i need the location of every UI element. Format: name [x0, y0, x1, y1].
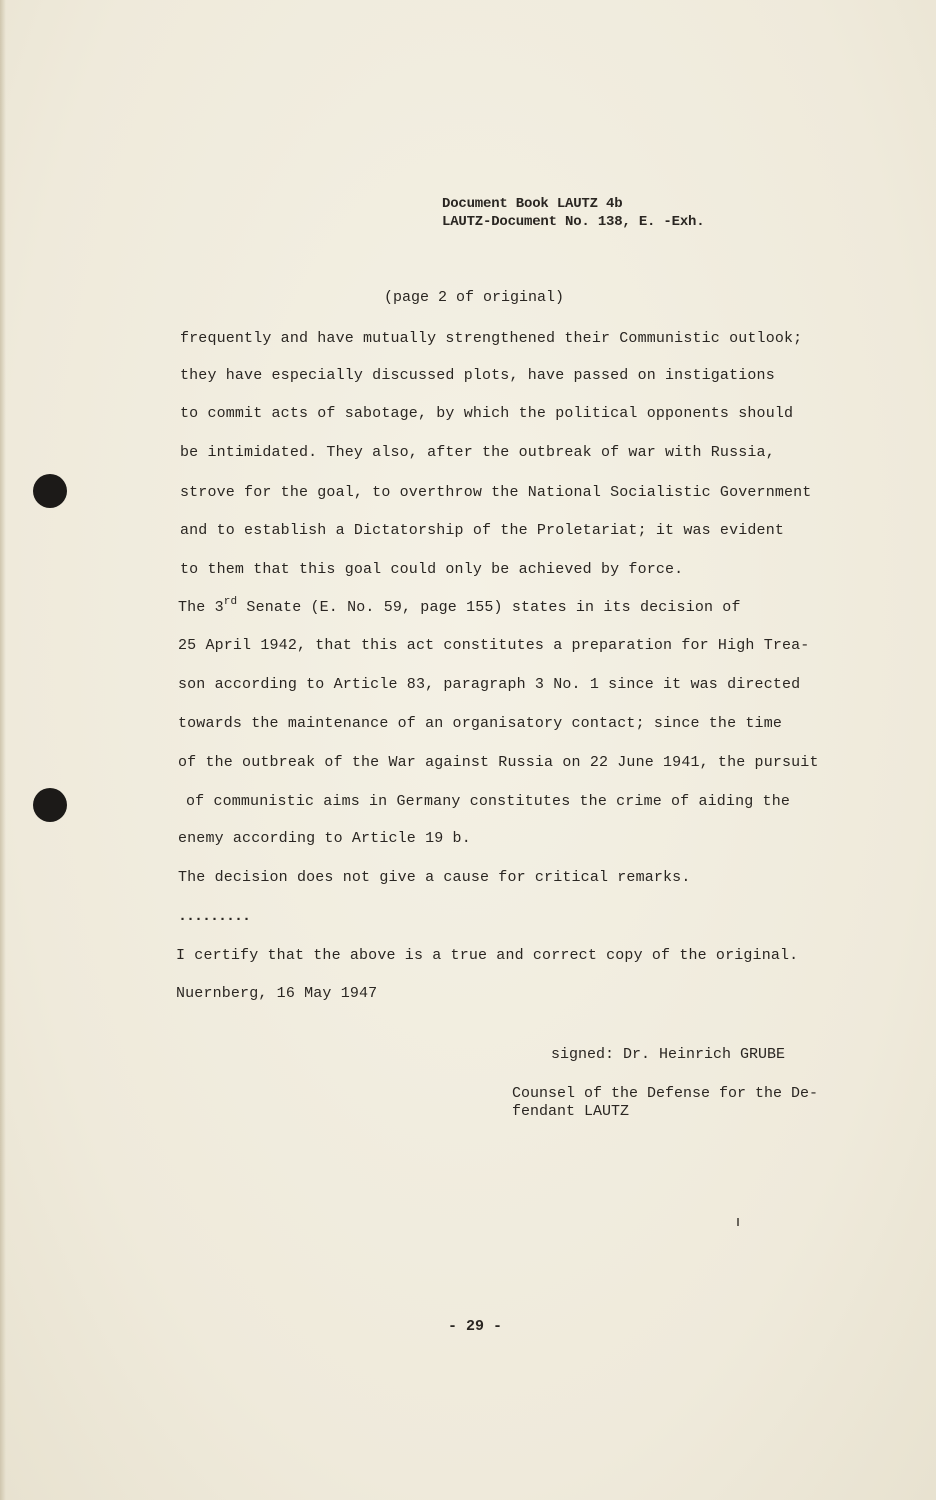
- senate-ordinal-suffix: rd: [223, 596, 238, 608]
- body-line: towards the maintenance of an organisatory contact; since the time: [178, 715, 782, 732]
- counsel-line-1: Counsel of the Defense for the De-: [512, 1085, 819, 1102]
- body-line: son according to Article 83, paragraph 3 No. 1 since it was directed: [178, 676, 801, 693]
- punch-hole-bottom: [33, 788, 67, 822]
- counsel-block: [512, 1085, 818, 1121]
- place-date-line: Nuernberg, 16 May 1947: [176, 985, 378, 1002]
- senate-line: [178, 596, 741, 616]
- paper-speck: [737, 1218, 739, 1226]
- header-document-line: LAUTZ-Document No. 138, E. -Exh.: [442, 214, 705, 230]
- omission-dots: .........: [178, 908, 251, 925]
- body-line: The decision does not give a cause for critical remarks.: [178, 869, 691, 886]
- counsel-line-2: fendant LAUTZ: [512, 1103, 630, 1120]
- body-line: to commit acts of sabotage, by which the political opponents should: [180, 405, 794, 422]
- body-line: enemy according to Article 19 b.: [178, 830, 471, 847]
- body-line: strove for the goal, to overthrow the National Socialistic Government: [180, 484, 812, 501]
- body-line: frequently and have mutually strengthened their Communistic outlook;: [180, 330, 803, 347]
- original-page-reference: (page 2 of original): [384, 289, 565, 306]
- signature-line: signed: Dr. Heinrich GRUBE: [551, 1046, 786, 1063]
- document-header: [442, 195, 704, 231]
- body-line: of communistic aims in Germany constitutes the crime of aiding the: [186, 793, 790, 810]
- body-line: of the outbreak of the War against Russia on 22 June 1941, the pursuit: [178, 754, 819, 771]
- certification-line: I certify that the above is a true and correct copy of the original.: [176, 947, 799, 964]
- punch-hole-top: [33, 474, 67, 508]
- page-number: - 29 -: [448, 1318, 503, 1335]
- header-book-line: Document Book LAUTZ 4b: [442, 196, 623, 212]
- senate-line-prefix: The 3: [178, 599, 224, 616]
- senate-line-rest: Senate (E. No. 59, page 155) states in its decision of: [237, 599, 741, 616]
- body-line: they have especially discussed plots, have passed on instigations: [180, 367, 775, 384]
- body-line: be intimidated. They also, after the outbreak of war with Russia,: [180, 444, 775, 461]
- body-line: 25 April 1942, that this act constitutes a preparation for High Trea-: [178, 637, 810, 654]
- body-line: to them that this goal could only be achieved by force.: [180, 561, 684, 578]
- body-line: and to establish a Dictatorship of the Proletariat; it was evident: [180, 522, 784, 539]
- paper-edge-shadow: [0, 0, 6, 1500]
